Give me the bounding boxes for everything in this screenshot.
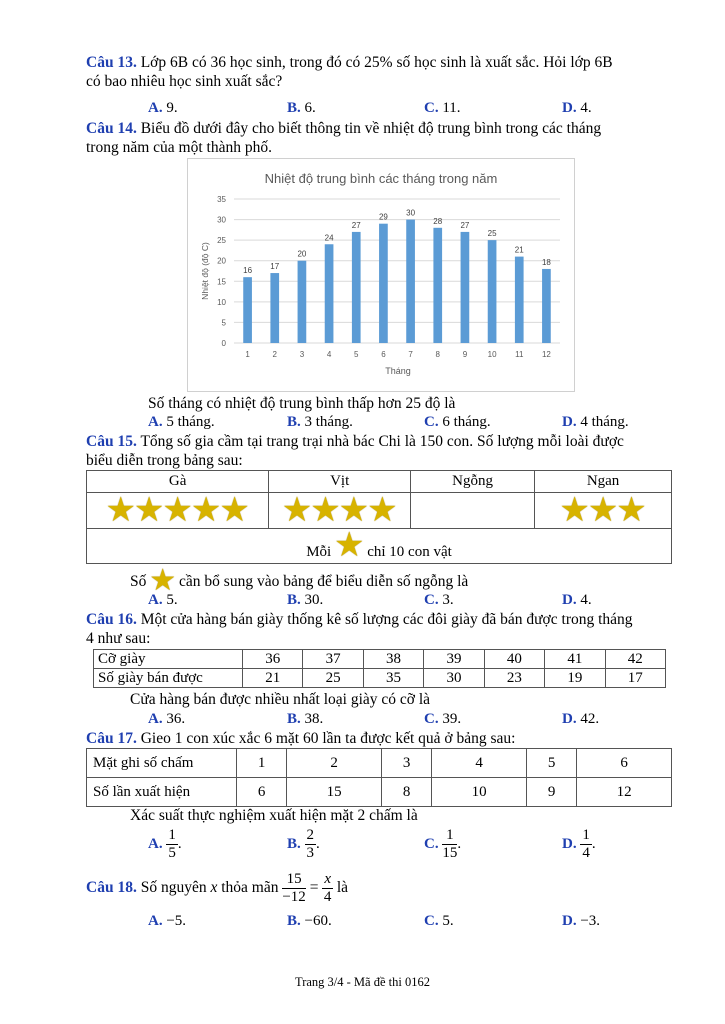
shoe-count-cell: 30 [424, 669, 484, 688]
star-icon: ★ [149, 564, 177, 597]
star-icon: ★ [219, 491, 250, 529]
star-icon: ★ [190, 491, 222, 529]
fraction: $\frac{2}{3}$ [306, 827, 315, 861]
poultry-stars-vit [269, 493, 411, 529]
chart-data-label: 28 [433, 216, 443, 226]
q13-label: Câu 13. [86, 54, 137, 71]
shoe-size-cell: 41 [545, 650, 605, 669]
poultry-table [86, 470, 672, 564]
chart-bar [406, 220, 415, 343]
q18-line [86, 871, 348, 906]
chart-y-tick-label: 10 [217, 297, 226, 307]
poultry-header-ngong: Ngỗng [411, 471, 535, 493]
chart-bar [515, 257, 524, 343]
dice-count-cell: 9 [526, 778, 576, 807]
temperature-chart [187, 158, 575, 392]
chart-bar [488, 240, 497, 343]
poultry-header-vit: Vịt [269, 471, 411, 493]
q13-text1: Lớp 6B có 36 học sinh, trong đó có 25% số học sinh là xuất sắc. Hỏi lớp 6B [140, 54, 613, 71]
q18-label: Câu 18. [86, 879, 137, 897]
chart-x-tick-label: 5 [354, 350, 359, 359]
q15-label: Câu 15. [86, 433, 137, 450]
shoe-size-cell: 42 [605, 650, 665, 669]
q18-option-a[interactable]: A. −5. [148, 913, 187, 929]
q15-prompt-before: Số [130, 573, 147, 590]
q16-text1: Một cửa hàng bán giày thống kê số lượng các đôi giày đã bán được trong tháng [140, 611, 633, 628]
chart-x-tick-label: 6 [381, 350, 386, 359]
chart-y-tick-label: 20 [217, 256, 226, 266]
q13-option-b[interactable]: B. 6. [287, 100, 316, 116]
q14-option-d[interactable]: D. 4 tháng. [562, 414, 629, 430]
q16-option-d[interactable]: D. 42. [562, 711, 600, 727]
chart-bar [298, 261, 307, 343]
fraction: $\frac{1}{4}$ [582, 827, 590, 861]
chart-data-label: 18 [541, 257, 551, 267]
chart-y-tick-label: 25 [217, 236, 226, 246]
q17-option-b[interactable]: B. $\frac{2}{3}$ . [287, 827, 320, 861]
q16-label: Câu 16. [86, 611, 137, 628]
star-icon: ★ [587, 491, 619, 529]
equals-sign: = [309, 879, 319, 897]
chart-y-tick-label: 30 [217, 215, 226, 225]
chart-data-label: 27 [351, 220, 361, 230]
chart-data-label: 17 [270, 262, 280, 272]
q15-line1 [86, 433, 624, 451]
q14-line2: trong năm của một thành phố. [86, 139, 272, 156]
q15-option-b[interactable]: B. 30. [287, 592, 324, 608]
poultry-stars-ga [87, 493, 269, 529]
chart-bar [461, 232, 470, 343]
q16-option-c[interactable]: C. 39. [424, 711, 462, 727]
chart-data-label: 24 [324, 233, 334, 243]
poultry-header-ga: Gà [87, 471, 269, 493]
q18-option-b[interactable]: B. −60. [287, 913, 332, 929]
dice-count-cell: 6 [237, 778, 287, 807]
poultry-header-ngan: Ngan [535, 471, 672, 493]
shoe-table [93, 649, 666, 688]
shoe-count-cell: 35 [363, 669, 423, 688]
q15-text1: Tổng số gia cầm tại trang trại nhà bác Chi là 150 con. Số lượng mỗi loài được [140, 433, 624, 450]
q15-option-a[interactable]: A. 5. [148, 592, 178, 608]
chart-y-tick-label: 0 [221, 339, 226, 348]
fraction: $\frac{15}{-12}$ [282, 871, 306, 905]
chart-data-label: 27 [460, 220, 470, 230]
legend-after: chỉ 10 con vật [367, 544, 452, 560]
chart-x-tick-label: 3 [299, 350, 305, 359]
q14-label: Câu 14. [86, 120, 137, 137]
chart-svg [188, 159, 574, 391]
shoe-size-cell: 36 [243, 650, 303, 669]
dice-face-cell: 4 [432, 749, 527, 778]
q13-line2: có bao nhiêu học sinh xuất sắc? [86, 73, 283, 90]
chart-y-tick-label: 35 [217, 195, 226, 204]
chart-title: Nhiệt độ trung bình các tháng trong năm [264, 171, 498, 186]
poultry-stars-ngan [535, 493, 672, 529]
chart-data-label: 20 [297, 249, 307, 259]
dice-face-cell: 6 [577, 749, 672, 778]
chart-bar [325, 244, 334, 343]
chart-bar [270, 273, 279, 343]
shoe-size-cell: 37 [303, 650, 363, 669]
dice-count-cell: 15 [287, 778, 382, 807]
q16-line1 [86, 611, 633, 629]
star-icon: ★ [559, 491, 590, 529]
shoe-size-cell: 38 [363, 650, 423, 669]
chart-y-axis-label: Nhiệt độ (độ C) [200, 242, 210, 300]
q14-option-b[interactable]: B. 3 tháng. [287, 414, 353, 430]
chart-data-label: 30 [406, 208, 416, 218]
shoe-count-cell: 21 [243, 669, 303, 688]
q18-option-c[interactable]: C. 5. [424, 913, 454, 929]
fraction: $\frac{x}{4}$ [323, 871, 332, 905]
chart-x-tick-label: 4 [326, 350, 332, 359]
dice-face-cell: 2 [287, 749, 382, 778]
star-icon: ★ [133, 491, 165, 529]
chart-x-axis-label: Tháng [385, 366, 411, 376]
q13-option-d[interactable]: D. 4. [562, 100, 592, 116]
legend-before: Mỗi [306, 544, 332, 560]
dice-count-cell: 12 [577, 778, 672, 807]
dice-face-cell: 3 [381, 749, 431, 778]
q17-text1: Gieo 1 con xúc xắc 6 mặt 60 lần ta được kết quả ở bảng sau: [140, 730, 516, 747]
q18-variable: x [210, 879, 218, 897]
dice-row2-label: Số lần xuất hiện [87, 778, 237, 807]
chart-bar [379, 224, 388, 343]
dice-face-cell: 5 [526, 749, 576, 778]
q14-text1: Biểu đồ dưới đây cho biết thông tin về nhiệt độ trung bình trong các tháng [140, 120, 602, 137]
q15-option-c[interactable]: C. 3. [424, 592, 454, 608]
dice-count-cell: 8 [381, 778, 431, 807]
q18-text-mid: thỏa mãn [221, 879, 279, 897]
chart-bar [243, 277, 252, 343]
q16-option-a[interactable]: A. 36. [148, 711, 186, 727]
chart-x-tick-label: 2 [272, 350, 277, 359]
q16-prompt: Cửa hàng bán được nhiều nhất loại giày có cỡ là [130, 691, 431, 708]
dice-count-cell: 10 [432, 778, 527, 807]
poultry-stars-ngong [411, 493, 535, 529]
star-icon: ★ [310, 491, 341, 529]
chart-bar [433, 228, 442, 343]
q13-option-a[interactable]: A. 9. [148, 100, 178, 116]
chart-x-tick-label: 11 [515, 350, 524, 359]
q16-line2: 4 như sau: [86, 630, 151, 647]
q18-text-after: là [336, 879, 349, 897]
q17-label: Câu 17. [86, 730, 137, 747]
chart-x-tick-label: 7 [408, 350, 413, 359]
q17-prompt: Xác suất thực nghiệm xuất hiện mặt 2 chấm là [130, 807, 418, 824]
q15-prompt-after: cần bổ sung vào bảng để biểu diễn số ngỗng là [179, 573, 469, 590]
shoe-count-cell: 17 [605, 669, 665, 688]
q18-text-before: Số nguyên [140, 879, 207, 897]
fraction: $\frac{1}{5}$ [168, 827, 176, 861]
chart-x-tick-label: 12 [541, 350, 551, 359]
shoe-count-cell: 19 [545, 669, 605, 688]
chart-bar [352, 232, 361, 343]
q15-line2: biểu diễn trong bảng sau: [86, 452, 243, 469]
chart-data-label: 16 [243, 266, 253, 276]
q17-option-d[interactable]: D. $\frac{1}{4}$ . [562, 827, 596, 861]
chart-y-tick-label: 5 [221, 318, 226, 328]
star-icon: ★ [162, 491, 193, 529]
page-footer: Trang 3/4 - Mã đề thi 0162 [295, 975, 430, 989]
q14-option-a[interactable]: A. 5 tháng. [148, 414, 215, 430]
q16-option-b[interactable]: B. 38. [287, 711, 324, 727]
shoe-size-cell: 40 [484, 650, 544, 669]
chart-data-label: 29 [378, 212, 388, 222]
q14-option-c[interactable]: C. 6 tháng. [424, 414, 491, 430]
chart-bar [542, 269, 551, 343]
q13-line1 [86, 54, 613, 72]
q17-option-c[interactable]: C. $\frac{1}{15}$ . [424, 827, 462, 861]
q17-line1 [86, 730, 515, 748]
chart-data-label: 25 [487, 229, 497, 239]
star-icon: ★ [367, 491, 398, 529]
chart-x-tick-label: 1 [245, 350, 250, 359]
shoe-count-cell: 23 [484, 669, 544, 688]
dice-table [86, 748, 672, 807]
chart-data-label: 21 [514, 245, 524, 255]
dice-row1-label: Mặt ghi số chấm [87, 749, 237, 778]
shoe-row2-label: Số giày bán được [94, 669, 243, 688]
star-icon: ★ [105, 491, 136, 529]
q14-prompt: Số tháng có nhiệt độ trung bình thấp hơn 25 độ là [148, 395, 456, 412]
shoe-count-cell: 25 [303, 669, 363, 688]
shoe-row1-label: Cỡ giày [94, 650, 243, 669]
star-icon: ★ [281, 491, 313, 529]
chart-y-tick-label: 15 [217, 277, 226, 287]
q18-option-d[interactable]: D. −3. [562, 913, 601, 929]
poultry-legend [87, 529, 672, 564]
shoe-size-cell: 39 [424, 650, 484, 669]
q17-option-a[interactable]: A. $\frac{1}{5}$ . [148, 827, 182, 861]
q14-line1 [86, 120, 601, 138]
chart-x-tick-label: 10 [487, 350, 497, 359]
star-icon: ★ [333, 527, 365, 564]
dice-face-cell: 1 [237, 749, 287, 778]
chart-x-tick-label: 8 [435, 350, 440, 359]
q15-option-d[interactable]: D. 4. [562, 592, 592, 608]
chart-x-tick-label: 9 [462, 350, 468, 359]
star-icon: ★ [616, 491, 647, 529]
fraction: $\frac{1}{15}$ [442, 827, 458, 861]
star-icon: ★ [338, 491, 370, 529]
q13-option-c[interactable]: C. 11. [424, 100, 461, 116]
